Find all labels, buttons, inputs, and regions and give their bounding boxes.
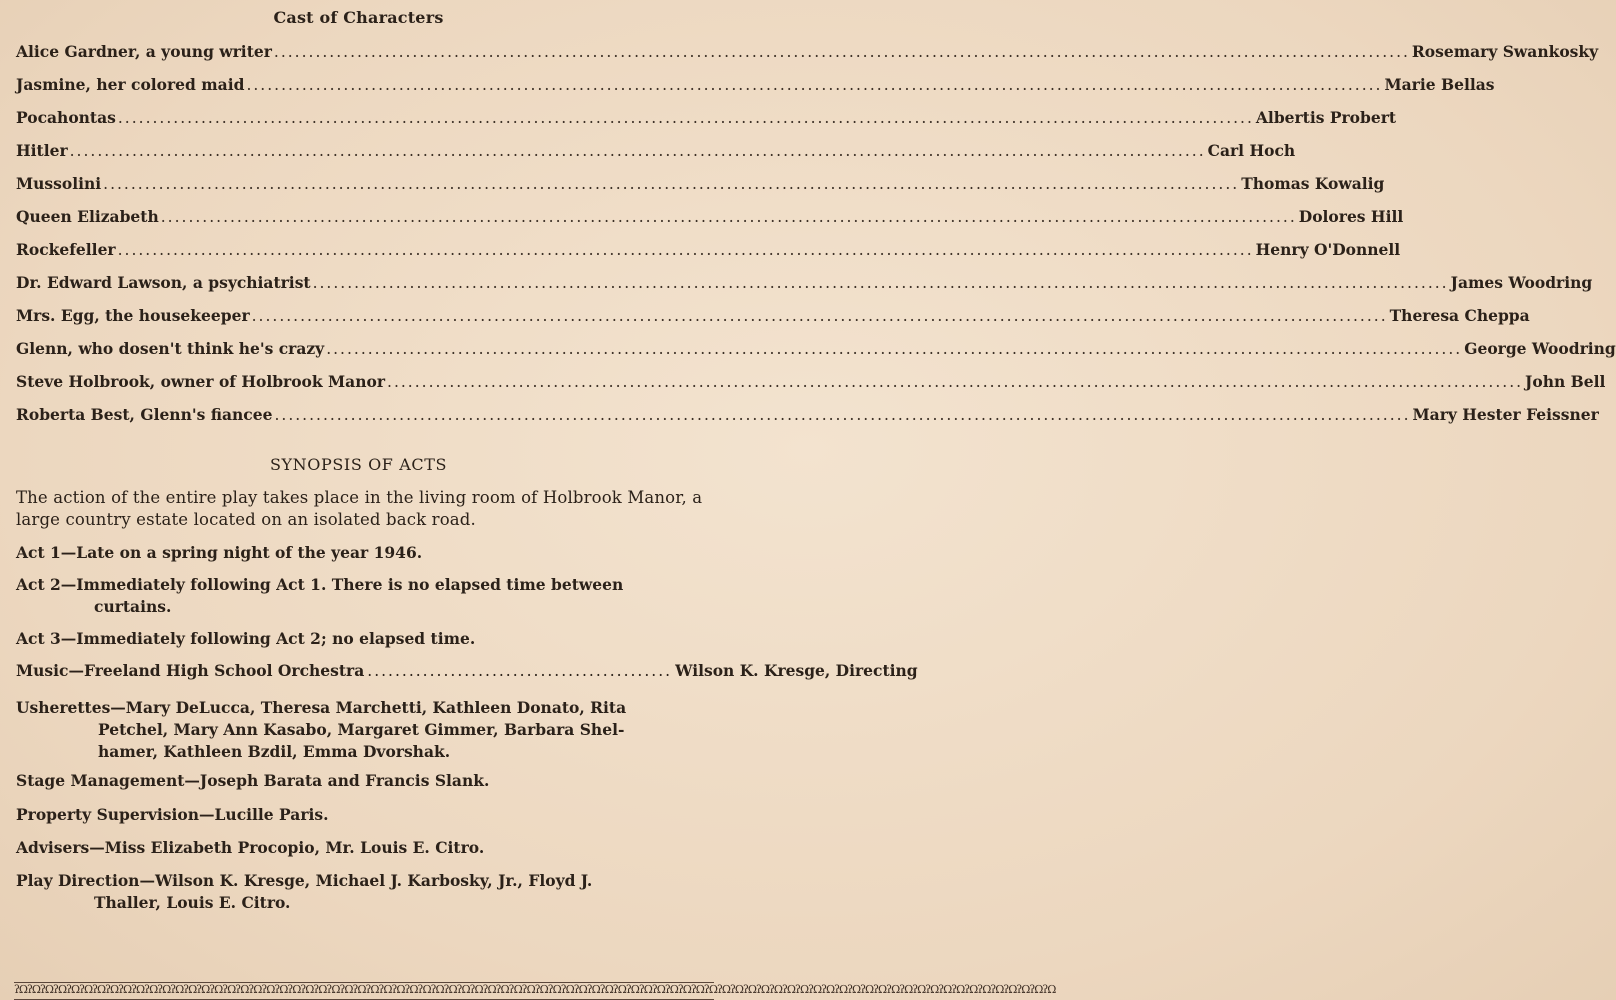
character-name: Dr. Edward Lawson, a psychiatrist [16,273,311,292]
actor-name: Rosemary Swankosky [1411,42,1599,61]
dot-leader [118,241,1254,259]
advisers-credit: Advisers—Miss Elizabeth Procopio, Mr. Louis E. Citro. [16,838,485,857]
dot-leader [70,142,1206,160]
character-name: Mussolini [16,174,102,193]
synopsis-title: SYNOPSIS OF ACTS [269,455,448,474]
dot-leader [326,340,1462,358]
character-name: Alice Gardner, a young writer [16,42,272,61]
stage-management-credit: Stage Management—Joseph Barata and Francis Slank. [16,771,490,790]
act-3: Act 3—Immediately following Act 2; no elapsed time. [16,629,476,648]
direction-credit [16,870,714,914]
actor-name: James Woodring [1450,273,1593,292]
act-1: Act 1—Late on a spring night of the year 1946. [16,543,423,562]
cast-row [16,42,1599,64]
character-name: Roberta Best, Glenn's fiancee [16,405,273,424]
music-credit [16,660,918,682]
character-name: Hitler [16,141,68,160]
actor-name: Henry O'Donnell [1255,240,1401,259]
cast-row [16,306,1530,328]
dot-leader [313,274,1449,292]
cast-row [16,174,1385,196]
cast-row [16,273,1593,295]
cast-row [16,405,1599,427]
dot-leader [161,208,1297,226]
music-label: Music—Freeland High School Orchestra [16,661,365,680]
dot-leader [274,43,1410,61]
music-director: Wilson K. Kresge, Directing [675,661,918,680]
cast-row [16,108,1397,130]
dot-leader [367,660,672,682]
usherettes-line-2: Petchel, Mary Ann Kasabo, Margaret Gimmer, Barbara Shel- [98,720,625,739]
dot-leader [118,109,1254,127]
character-name: Queen Elizabeth [16,207,159,226]
act-2-line-1: Act 2—Immediately following Act 1. There is no elapsed time between [16,575,624,594]
dot-leader [246,76,1382,94]
character-name: Steve Holbrook, owner of Holbrook Manor [16,372,386,391]
cast-title: Cast of Characters [273,8,444,27]
usherettes-line-1: Usherettes—Mary DeLucca, Theresa Marchetti, Kathleen Donato, Rita [16,698,627,717]
character-name: Pocahontas [16,108,116,127]
cast-row [16,339,1616,361]
actor-name: Mary Hester Feissner [1412,405,1599,424]
setting-paragraph: The action of the entire play takes place in the living room of Holbrook Manor, a large country estate located on an isolated back road. [16,488,703,529]
usherettes-credit [16,697,714,763]
cast-row [16,372,1606,394]
scroll-border-icon: ʔΩʔΩʔΩʔΩʔΩʔΩʔΩʔΩʔΩʔΩʔΩʔΩʔΩʔΩʔΩʔΩʔΩʔΩʔΩʔΩʔΩʔΩʔΩʔΩʔΩʔΩʔΩʔΩʔΩʔΩʔΩʔΩʔΩʔΩʔΩʔΩʔΩʔΩʔΩʔΩʔΩʔΩʔΩʔΩʔΩʔΩʔΩʔΩʔΩʔΩʔΩʔΩʔΩʔΩʔΩʔΩʔΩʔΩʔΩʔΩʔΩʔΩʔΩʔΩʔΩʔΩʔΩʔΩʔΩʔΩʔΩʔΩʔΩʔΩʔΩʔΩʔΩʔΩʔΩʔΩ [14,982,714,1000]
actor-name: Marie Bellas [1384,75,1495,94]
dot-leader [387,373,1523,391]
character-name: Mrs. Egg, the housekeeper [16,306,250,325]
property-credit: Property Supervision—Lucille Paris. [16,805,329,824]
actor-name: Thomas Kowalig [1241,174,1385,193]
actor-name: Dolores Hill [1298,207,1404,226]
cast-row [16,207,1404,229]
dot-leader [103,175,1239,193]
character-name: Rockefeller [16,240,116,259]
actor-name: Theresa Cheppa [1389,306,1530,325]
dot-leader [252,307,1388,325]
character-name: Jasmine, her colored maid [16,75,245,94]
character-name: Glenn, who dosen't think he's crazy [16,339,325,358]
actor-name: George Woodring [1464,339,1616,358]
dot-leader [274,406,1410,424]
direction-line-1: Play Direction—Wilson K. Kresge, Michael J. Karbosky, Jr., Floyd J. [16,871,593,890]
actor-name: Carl Hoch [1207,141,1296,160]
cast-row [16,240,1401,262]
cast-row [16,141,1296,163]
usherettes-line-3: hamer, Kathleen Bzdil, Emma Dvorshak. [98,742,451,761]
act-2-line-2: curtains. [94,597,172,616]
actor-name: John Bell [1525,372,1606,391]
act-2 [16,574,714,618]
cast-row [16,75,1495,97]
actor-name: Albertis Probert [1255,108,1397,127]
direction-line-2: Thaller, Louis E. Citro. [94,893,291,912]
